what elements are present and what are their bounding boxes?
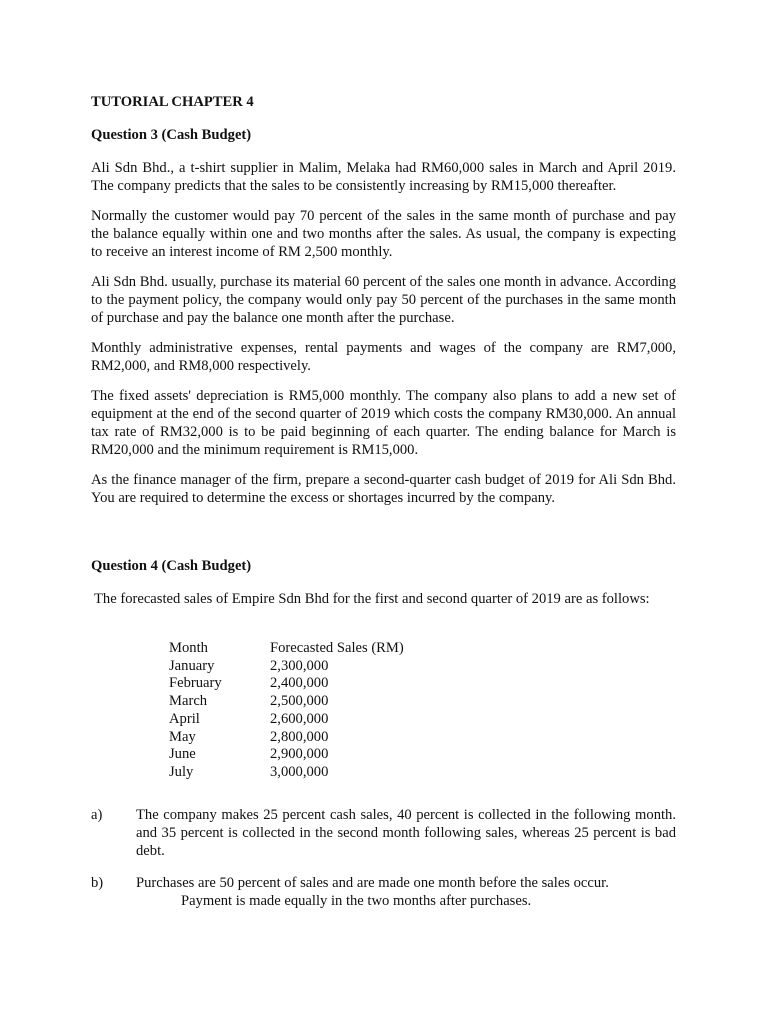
question-4-title: Question 4 (Cash Budget): [91, 558, 252, 574]
q3-paragraph-5: The fixed assets' depreciation is RM5,000 monthly. The company also plans to add a new set of equipment at the end of the second quarter of 2019 which costs the company RM30,000. An annual tax rate of RM32,000 is to be paid beginning of each quarter. The ending balance for March is RM20,000 and the minimum requirement is RM15,000.: [91, 388, 676, 458]
section-spacer: [91, 519, 676, 557]
q4-intro: The forecasted sales of Empire Sdn Bhd for the first and second quarter of 2019 are as follows:: [94, 591, 650, 607]
q3-paragraph-3: Ali Sdn Bhd. usually, purchase its material 60 percent of the sales one month in advance. According to the payment policy, the company would only pay 50 percent of the purchases in the same month of purchase and pay the balance one month after the purchase.: [91, 274, 676, 326]
month-cell: February: [169, 675, 222, 692]
month-cell: June: [169, 746, 196, 763]
month-cell: April: [169, 710, 200, 727]
header-forecasted-sales: Forecasted Sales (RM): [270, 640, 404, 656]
sales-cell: 3,000,000: [270, 763, 329, 780]
q3-paragraph-4: Monthly administrative expenses, rental payments and wages of the company are RM7,000, RM2,000, and RM8,000 respectively.: [91, 340, 676, 374]
forecasted-sales-table: [169, 640, 404, 782]
month-cell: July: [169, 763, 194, 780]
sales-cell: 2,900,000: [270, 746, 329, 763]
q3-paragraph-6: As the finance manager of the firm, prepare a second-quarter cash budget of 2019 for Ali Sdn Bhd. You are required to determine the excess or shortages incurred by the company.: [91, 472, 676, 506]
document-page: [91, 93, 676, 924]
table-row: [169, 746, 404, 764]
month-cell: January: [169, 657, 215, 674]
question-3-title: Question 3 (Cash Budget): [91, 127, 252, 143]
sales-cell: 2,300,000: [270, 657, 329, 674]
table-row: [169, 764, 404, 782]
list-item-b: [91, 874, 676, 910]
header-month: Month: [169, 640, 208, 656]
table-row: [169, 711, 404, 729]
chapter-title: TUTORIAL CHAPTER 4: [91, 94, 254, 110]
q3-paragraph-1: Ali Sdn Bhd., a t-shirt supplier in Malim, Melaka had RM60,000 sales in March and April 2019. The company predicts that the sales to be consistently increasing by RM15,000 thereafter.: [91, 160, 676, 194]
sales-cell: 2,800,000: [270, 728, 329, 745]
table-row: [169, 675, 404, 693]
q3-paragraph-2: Normally the customer would pay 70 percent of the sales in the same month of purchase and pay the balance equally within one and two months after the sales. As usual, the company is expecting to receive an interest income of RM 2,500 monthly.: [91, 208, 676, 260]
table-header-row: [169, 640, 404, 658]
list-item-a: [91, 806, 676, 860]
sales-cell: 2,500,000: [270, 693, 329, 710]
item-text-a: The company makes 25 percent cash sales, 40 percent is collected in the following month. and 35 percent is collected in the second month following sales, whereas 25 percent is bad debt.: [136, 806, 676, 859]
month-cell: March: [169, 693, 208, 710]
month-cell: May: [169, 728, 196, 745]
table-row: [169, 729, 404, 747]
table-row: [169, 693, 404, 711]
table-row: [169, 658, 404, 676]
item-text-b-line-1: Purchases are 50 percent of sales and are made one month before the sales occur.: [136, 874, 609, 891]
sales-cell: 2,600,000: [270, 710, 329, 727]
item-label-b: b): [91, 874, 104, 891]
item-label-a: a): [91, 806, 103, 823]
item-text-b-line-2: Payment is made equally in the two months after purchases.: [181, 892, 532, 909]
sales-cell: 2,400,000: [270, 675, 329, 692]
